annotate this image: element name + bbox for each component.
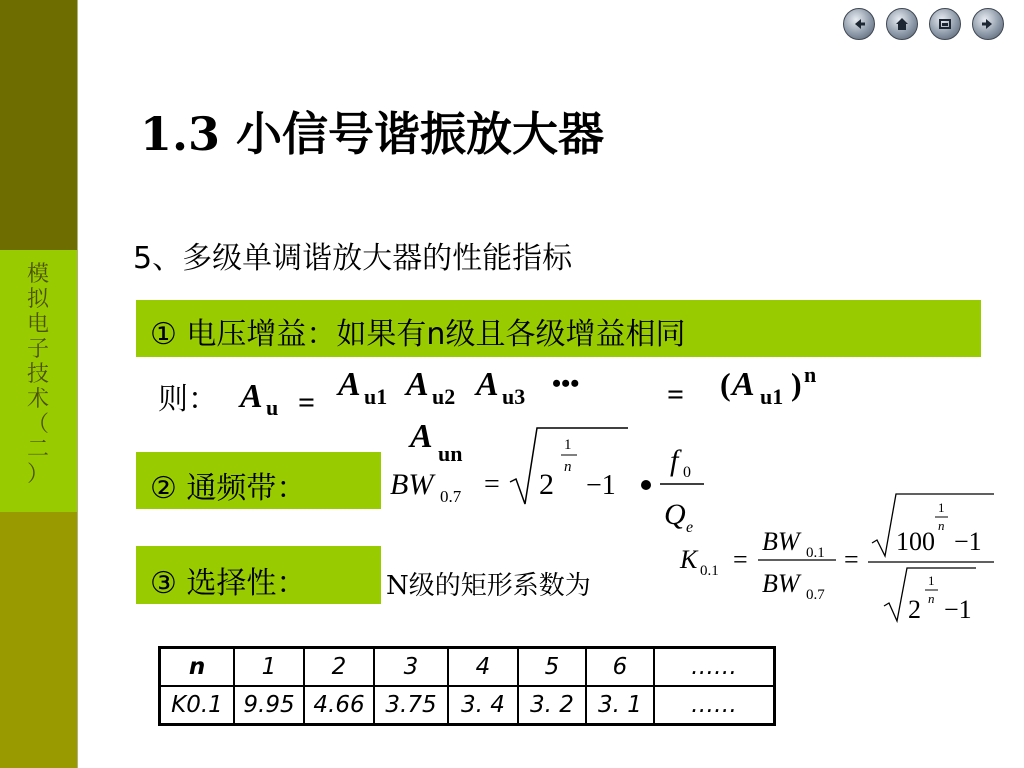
svg-text:−1: −1 (944, 595, 972, 624)
svg-text:BW: BW (762, 527, 800, 556)
svg-text:u2: u2 (432, 384, 456, 409)
svg-text:A: A (732, 366, 755, 403)
table-cell: n (160, 648, 235, 687)
sidebar-char: 拟 (26, 287, 49, 312)
svg-text:−1: −1 (586, 470, 616, 501)
voltage-gain-heading: ① 电压增益：如果有n级且各级增益相同 (150, 317, 686, 352)
divider (77, 0, 78, 768)
svg-text:100: 100 (896, 527, 935, 556)
sidebar-char: （ (26, 412, 49, 437)
table-cell: 4 (448, 648, 518, 687)
rectangle-coefficient-table (158, 646, 776, 726)
table-cell: 3. 1 (586, 686, 654, 725)
svg-text:A: A (410, 418, 433, 455)
bandwidth-formula (388, 422, 708, 540)
svg-text:BW: BW (390, 468, 434, 501)
table-cell: 1 (234, 648, 304, 687)
next-icon[interactable] (972, 8, 1004, 40)
section-heading: 5、多级单调谐放大器的性能指标 (133, 241, 573, 276)
then-label: 则： (158, 382, 218, 417)
sidebar-course-label (23, 262, 53, 487)
svg-text:0.1: 0.1 (806, 545, 825, 561)
table-cell: 3. 2 (518, 686, 586, 725)
svg-text:n: n (804, 362, 817, 387)
rectangle-coefficient-formula (676, 488, 1000, 630)
svg-text:u1: u1 (760, 384, 784, 409)
sidebar-top-block (0, 0, 77, 250)
slide-navigation (843, 8, 1004, 40)
svg-text:2: 2 (908, 595, 921, 624)
svg-text:−1: −1 (954, 527, 982, 556)
page-title: 1.3 小信号谐振放大器 (140, 107, 605, 161)
svg-text:BW: BW (762, 569, 800, 598)
svg-text:•••: ••• (552, 369, 580, 398)
svg-text:=: = (733, 545, 748, 574)
table-cell: …… (654, 686, 775, 725)
svg-text:un: un (438, 441, 463, 466)
svg-text:0.1: 0.1 (700, 563, 719, 579)
svg-text:0.7: 0.7 (440, 487, 462, 506)
sidebar-char: 术 (26, 387, 49, 412)
svg-text:e: e (686, 519, 694, 536)
table-cell: …… (654, 648, 775, 687)
svg-text:2: 2 (539, 468, 554, 501)
table-cell: K0.1 (160, 686, 235, 725)
sidebar-char: 技 (26, 362, 49, 387)
svg-text:(: ( (720, 366, 731, 402)
svg-text:1: 1 (928, 573, 935, 588)
svg-text:1: 1 (564, 437, 572, 453)
svg-text:1: 1 (938, 500, 945, 515)
svg-text:A: A (338, 366, 361, 403)
bandwidth-heading: ② 通频带： (150, 471, 307, 506)
sidebar-char: 电 (26, 312, 49, 337)
svg-text:=: = (667, 378, 685, 411)
svg-text:=: = (844, 545, 859, 574)
svg-text:u3: u3 (502, 384, 526, 409)
svg-text:u: u (266, 395, 279, 420)
svg-text:n: n (938, 518, 945, 533)
table-row (160, 686, 775, 725)
table-cell: 9.95 (234, 686, 304, 725)
svg-text:=: = (298, 386, 316, 419)
table-cell: 3 (374, 648, 448, 687)
table-cell: 3. 4 (448, 686, 518, 725)
return-icon[interactable] (929, 8, 961, 40)
home-icon[interactable] (886, 8, 918, 40)
svg-text:): ) (791, 366, 802, 402)
svg-text:=: = (484, 469, 500, 500)
sidebar-char: 模 (26, 262, 49, 287)
svg-text:A: A (406, 366, 429, 403)
sidebar-char: 子 (26, 337, 49, 362)
selectivity-heading: ③ 选择性： (150, 566, 307, 601)
svg-text:A: A (240, 378, 263, 415)
svg-text:K: K (680, 545, 698, 574)
table-cell: 5 (518, 648, 586, 687)
svg-text:Q: Q (664, 498, 686, 531)
previous-icon[interactable] (843, 8, 875, 40)
rectangle-coefficient-label: N级的矩形系数为 (386, 571, 591, 601)
table-row (160, 648, 775, 687)
svg-text:n: n (928, 591, 935, 606)
svg-text:0.7: 0.7 (806, 587, 825, 603)
table-cell: 2 (304, 648, 374, 687)
sidebar-char: 二 (26, 437, 49, 462)
svg-text:u1: u1 (364, 384, 388, 409)
table-cell: 3.75 (374, 686, 448, 725)
svg-text:A: A (476, 366, 499, 403)
table-cell: 6 (586, 648, 654, 687)
table-cell: 4.66 (304, 686, 374, 725)
svg-text:f: f (670, 444, 679, 477)
svg-text:n: n (564, 459, 572, 475)
sidebar-char: ） (26, 462, 49, 487)
svg-text:0: 0 (683, 464, 691, 481)
